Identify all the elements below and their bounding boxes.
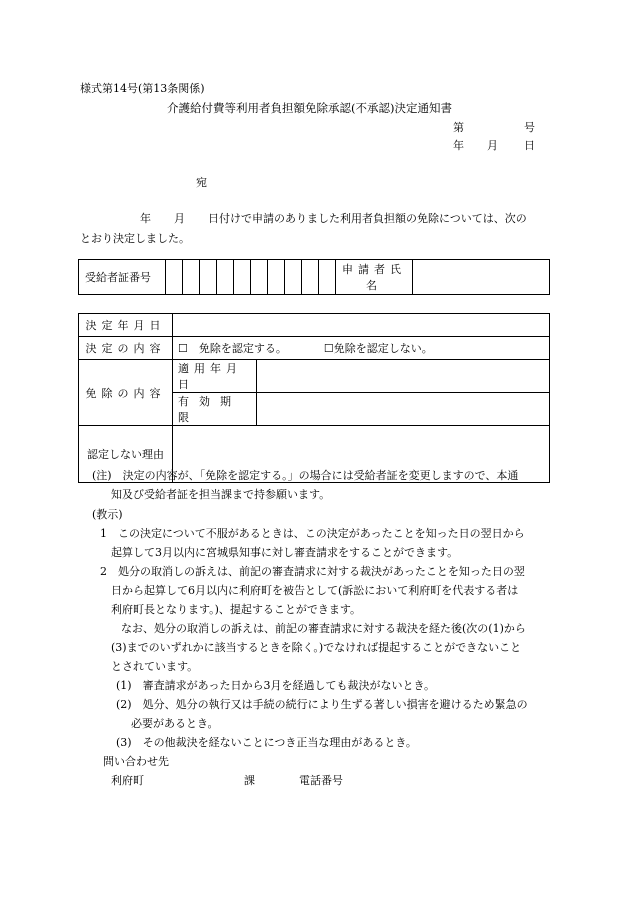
instruction-item1-line1: 1 この決定について不服があるときは、この決定があったことを知った日の翌日から — [100, 527, 525, 540]
instruction-item2-line1: 2 処分の取消しの訴えは、前記の審査請求に対する裁決があったことを知った日の翌 — [100, 565, 525, 578]
applicant-name-label: 申請者氏名 — [336, 260, 413, 295]
intro-line1: 日付けで申請のありました利用者負担額の免除については、次の — [208, 212, 527, 225]
contact-phone-label: 電話番号 — [299, 774, 343, 787]
form-number: 様式第14号(第13条関係) — [80, 82, 205, 95]
cert-digit-cell[interactable] — [251, 260, 268, 295]
recipient-table — [78, 259, 550, 295]
exemption-content-label: 免除の内容 — [79, 360, 173, 426]
decision-date-field[interactable] — [173, 314, 550, 337]
instruction-sub2-line2: 必要があるとき。 — [131, 717, 219, 730]
cert-digit-cell[interactable] — [302, 260, 319, 295]
cert-digit-cell[interactable] — [183, 260, 200, 295]
instruction-sub2-line1: (2) 処分、処分の執行又は手続の続行により生ずる著しい損害を避けるため緊急の — [116, 698, 528, 711]
validity-period-field[interactable] — [257, 393, 550, 426]
cert-digit-cell[interactable] — [319, 260, 336, 295]
instruction-item2-line5: (3)までのいずれかに該当するときを除く。)でなければ提起することができないこと — [111, 641, 522, 654]
cert-digit-cell[interactable] — [166, 260, 183, 295]
decision-date-label: 決定年月日 — [79, 314, 173, 337]
contact-section: 課 — [244, 774, 255, 787]
instruction-item1-line2: 起算して3月以内に宮城県知事に対し審査請求をすることができます。 — [111, 546, 459, 559]
intro-line2: とおり決定しました。 — [80, 232, 190, 245]
instruction-heading: (教示) — [92, 508, 123, 521]
instruction-item2-line4: なお、処分の取消しの訴えは、前記の審査請求に対する裁決を経た後(次の(1)から — [121, 622, 526, 635]
note-line2: 知及び受給者証を担当課まで持参願います。 — [111, 488, 331, 501]
instruction-sub3: (3) その他裁決を経ないことにつき正当な理由があるとき。 — [116, 736, 417, 749]
option-reject[interactable]: ☐免除を認定しない。 — [323, 342, 433, 355]
instruction-item2-line6: とされています。 — [111, 660, 199, 673]
intro-month: 月 — [174, 212, 185, 225]
instruction-sub1: (1) 審査請求があった日から3月を経過しても裁決がないとき。 — [116, 679, 436, 692]
number-suffix: 号 — [524, 121, 535, 134]
decision-content-options — [173, 337, 550, 360]
option-approve[interactable]: ☐ 免除を認定する。 — [178, 342, 287, 355]
cert-digit-cell[interactable] — [200, 260, 217, 295]
date-year: 年 — [453, 139, 464, 152]
date-day: 日 — [524, 139, 535, 152]
contact-town: 利府町 — [111, 774, 144, 787]
decision-content-label: 決定の内容 — [79, 337, 173, 360]
date-month: 月 — [487, 139, 498, 152]
document-title: 介護給付費等利用者負担額免除承認(不承認)決定通知書 — [167, 101, 452, 115]
applicant-name-field[interactable] — [413, 260, 550, 295]
cert-digit-cell[interactable] — [234, 260, 251, 295]
applicable-date-field[interactable] — [257, 360, 550, 393]
applicable-date-label: 適用年月日 — [173, 360, 257, 393]
decision-table — [78, 313, 550, 483]
cert-digit-cell[interactable] — [217, 260, 234, 295]
instruction-item2-line3: 利府町長となります。)、提起することができます。 — [111, 603, 362, 616]
note-line1: (注) 決定の内容が、「免除を認定する。」の場合には受給者証を変更しますので、本通 — [92, 469, 519, 482]
cert-digit-cell[interactable] — [268, 260, 285, 295]
contact-heading: 問い合わせ先 — [103, 755, 169, 768]
instruction-item2-line2: 日から起算して6月以内に利府町を被告として(訴訟において利府町を代表する者は — [111, 584, 519, 597]
rejection-reason-label: 認定しない理由 — [79, 426, 173, 483]
cert-digit-cell[interactable] — [285, 260, 302, 295]
intro-year: 年 — [140, 212, 151, 225]
addressee: 宛 — [196, 176, 207, 189]
validity-period-label: 有効期限 — [173, 393, 257, 426]
cert-number-label: 受給者証番号 — [79, 260, 166, 295]
number-prefix: 第 — [453, 121, 464, 134]
